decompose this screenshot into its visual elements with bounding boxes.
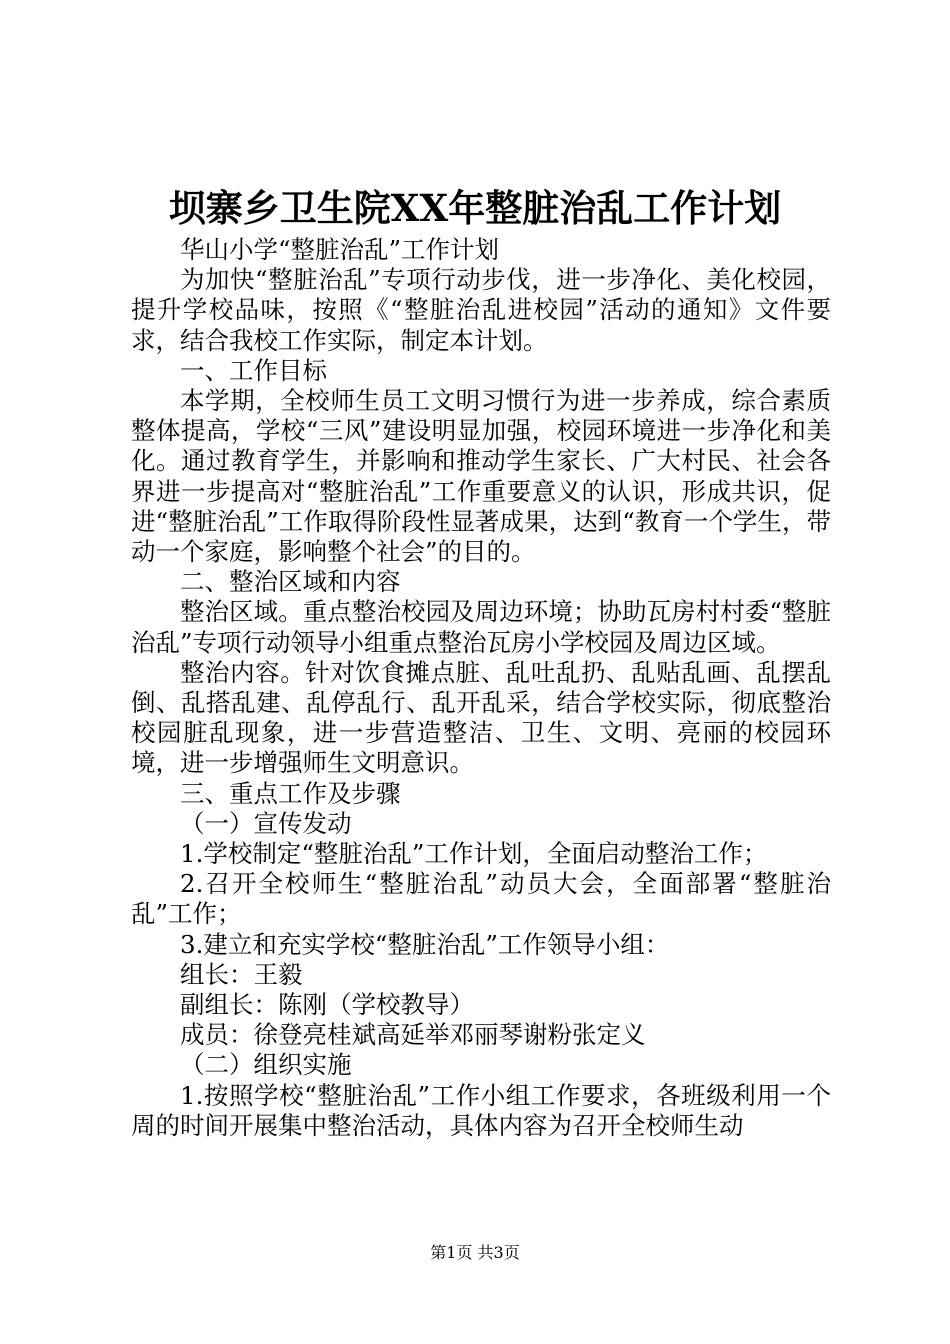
subsection-heading-implementation: （二）组织实施 bbox=[180, 1050, 352, 1080]
paragraph-goals: 本学期，全校师生员工文明习惯行为进一步养成，综合素质整体提高，学校“三风”建设明显加强，校园环境进一步净化和美化。通过教育学生，并影响和推动学生家长、广大村民、社会各界进一步提高对“整脏治乱”工作重要意义的认识，形成共识，促进“整脏治乱”工作取得阶段性显著成果，达到“教育一个学生，带动一个家庭，影响整个社会”的目的。 bbox=[131, 386, 831, 567]
group-members: 成员：徐登亮桂斌高延举邓丽琴谢粉张定义 bbox=[180, 1020, 646, 1050]
page-footer: 第1页 共3页 bbox=[430, 1243, 520, 1262]
paragraph-subtitle: 华山小学“整脏治乱”工作计划 bbox=[180, 235, 500, 264]
section-heading-goals: 一、工作目标 bbox=[180, 355, 327, 385]
paragraph-scope-content: 整治内容。针对饮食摊点脏、乱吐乱扔、乱贴乱画、乱摆乱倒、乱搭乱建、乱停乱行、乱开乱采，结合学校实际，彻底整治校园脏乱现象，进一步营造整洁、卫生、文明、亮丽的校园环境，进一步增强师生文明意识。 bbox=[131, 657, 831, 778]
list-item-2: 2.召开全校师生“整脏治乱”动员大会，全面部署“整脏治乱”工作； bbox=[131, 869, 831, 929]
paragraph-intro: 为加快“整脏治乱”专项行动步伐，进一步净化、美化校园，提升学校品味，按照《“整脏治乱进校园”活动的通知》文件要求，结合我校工作实际，制定本计划。 bbox=[131, 265, 831, 355]
document-body bbox=[131, 235, 831, 1141]
group-leader: 组长：王毅 bbox=[180, 959, 303, 989]
paragraph-scope-area: 整治区域。重点整治校园及周边环境；协助瓦房村村委“整脏治乱”专项行动领导小组重点整治瓦房小学校园及周边区域。 bbox=[131, 597, 831, 657]
list-item-3: 3.建立和充实学校“整脏治乱”工作领导小组： bbox=[180, 929, 670, 959]
group-deputy-leader: 副组长：陈刚（学校教导） bbox=[180, 990, 474, 1020]
subsection-heading-publicity: （一）宣传发动 bbox=[180, 808, 352, 838]
list-item-1: 1.学校制定“整脏治乱”工作计划，全面启动整治工作； bbox=[180, 839, 768, 869]
document-title: 坝寨乡卫生院XX年整脏治乱工作计划 bbox=[168, 186, 782, 230]
section-heading-steps: 三、重点工作及步骤 bbox=[180, 778, 401, 808]
section-heading-scope: 二、整治区域和内容 bbox=[180, 567, 401, 597]
implementation-item-1: 1.按照学校“整脏治乱”工作小组工作要求，各班级利用一个周的时间开展集中整治活动，具体内容为召开全校师生动 bbox=[131, 1080, 831, 1140]
